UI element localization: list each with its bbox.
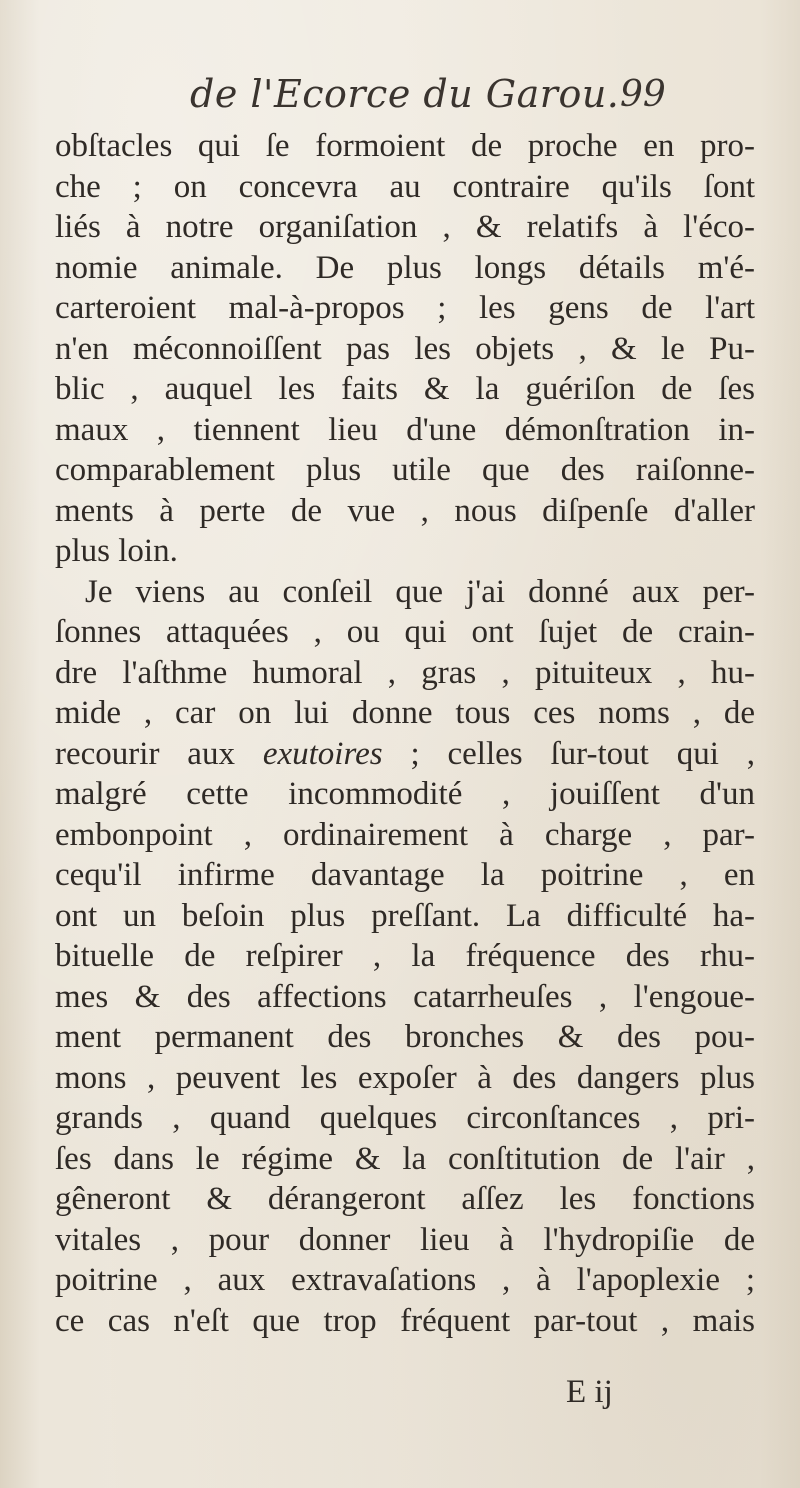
text-line: ce cas n'eſt que trop fréquent par-tout , mais	[55, 1302, 755, 1339]
text-line: ments à perte de vue , nous diſpenſe d'aller	[55, 492, 755, 529]
text-line: cequ'il infirme davantage la poitrine , en	[55, 857, 755, 893]
text-line: nomie animale. De plus longs détails m'é-	[55, 249, 755, 286]
text-line: poitrine , aux extravaſations , à l'apoplexie ;	[55, 1262, 755, 1298]
running-head: de l'Ecorce du Garou.	[190, 72, 620, 116]
text-line: blic , auquel les faits & la guériſon de ſes	[55, 371, 755, 407]
text-line: dre l'aſthme humoral , gras , pituiteux , hu-	[55, 654, 755, 691]
text-line: maux , tiennent lieu d'une démonſtration in-	[55, 411, 755, 448]
text-line: bituelle de reſpirer , la fréquence des rhu-	[55, 938, 755, 974]
page-number: 99	[620, 74, 666, 115]
text-line: carteroient mal-à-propos ; les gens de l'art	[55, 290, 755, 326]
text-line: ment permanent des bronches & des pou-	[55, 1019, 755, 1055]
signature-mark: E ij	[566, 1374, 613, 1410]
text-line: comparablement plus utile que des raiſonne-	[55, 452, 755, 488]
text-line: grands , quand quelques circonſtances , pri-	[55, 1100, 755, 1136]
text-line: embonpoint , ordinairement à charge , par-	[55, 816, 755, 853]
text-line: ſes dans le régime & la conſtitution de l'air ,	[55, 1140, 755, 1177]
text-line-exutoires: recourir aux exutoires ; celles ſur-tout qui ,	[55, 735, 756, 772]
text-line: gêneront & dérangeront aſſez les fonctions	[55, 1181, 755, 1217]
text-line: che ; on concevra au contraire qu'ils ſont	[55, 168, 755, 205]
text-line: ſonnes attaquées , ou qui ont ſujet de crain-	[55, 614, 755, 650]
text-line: mide , car on lui donne tous ces noms , de	[55, 695, 755, 731]
text-line: obſtacles qui ſe formoient de proche en pro-	[55, 128, 755, 164]
text-line: ont un beſoin plus preſſant. La difficulté ha-	[55, 897, 755, 934]
page-header	[190, 72, 690, 122]
text-line: plus loin.	[55, 533, 178, 569]
paragraph-start-line: Je viens au conſeil que j'ai donné aux per-	[85, 573, 755, 610]
text-line: vitales , pour donner lieu à l'hydropiſie de	[55, 1221, 755, 1258]
text-line: mons , peuvent les expoſer à des dangers plus	[55, 1059, 755, 1096]
text-line: liés à notre organiſation , & relatifs à l'éco-	[55, 209, 755, 245]
text-line: malgré cette incommodité , jouiſſent d'un	[55, 776, 755, 812]
text-line: n'en méconnoiſſent pas les objets , & le Pu-	[55, 330, 755, 367]
text-line: mes & des affections catarrheuſes , l'engoue-	[55, 978, 755, 1015]
